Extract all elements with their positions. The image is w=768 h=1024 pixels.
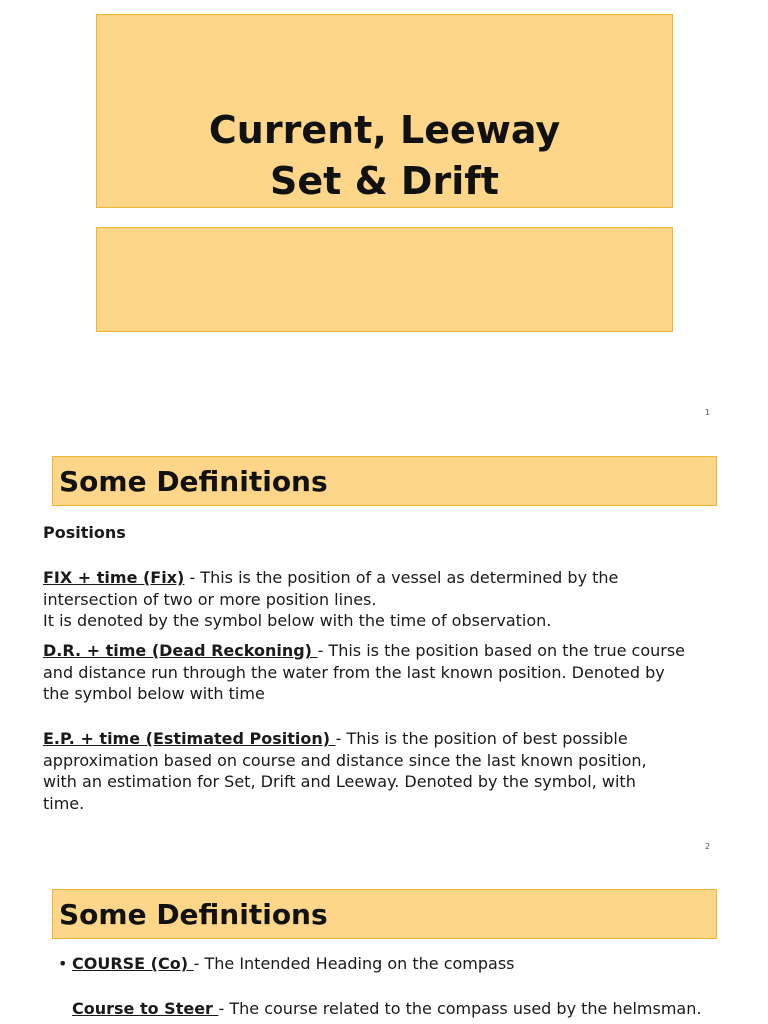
definition-text: - This is the position of a vessel as determined by the (184, 568, 619, 587)
slide-title (97, 105, 672, 207)
title-line-2: Set & Drift (270, 159, 499, 203)
definition-term: E.P. + time (Estimated Position) (43, 729, 336, 748)
definition-text: intersection of two or more position lines. (43, 589, 377, 609)
definition-text: - This is the position of best possible (335, 729, 628, 748)
slide-heading (52, 889, 717, 939)
definition-text: It is denoted by the symbol below with the time of observation. (43, 611, 552, 630)
definition-term: FIX + time (Fix) (43, 568, 185, 587)
slide-heading (52, 456, 717, 506)
slide-number: 1 (705, 408, 711, 417)
definition-course (58, 953, 748, 975)
definition-term: D.R. + time (Dead Reckoning) (43, 641, 318, 660)
title-box (96, 14, 673, 208)
definition-text: - This is the position based on the true course (317, 641, 686, 660)
definition-ep (43, 728, 733, 814)
section-label: Positions (43, 523, 126, 542)
definition-text: the symbol below with time (43, 684, 265, 703)
definition-dr (43, 640, 733, 705)
definition-text: with an estimation for Set, Drift and Leeway. Denoted by the symbol, with (43, 772, 636, 791)
definition-course-to-steer (72, 998, 762, 1020)
title-line-1: Current, Leeway (208, 108, 561, 152)
heading-text: Some Definitions (59, 465, 328, 498)
definition-text: - The Intended Heading on the compass (193, 954, 515, 973)
definition-text: and distance run through the water from the last known position. Denoted by (43, 662, 665, 682)
definition-fix (43, 567, 733, 632)
definition-text: - The course related to the compass used by the helmsman. (218, 999, 702, 1018)
subtitle-box (96, 227, 673, 332)
bullet-icon: • (58, 954, 68, 973)
definition-term: Course to Steer (72, 999, 219, 1018)
definition-text: approximation based on course and distance since the last known position, (43, 750, 647, 770)
slide-number: 2 (705, 842, 711, 851)
heading-text: Some Definitions (59, 898, 328, 931)
definition-term: COURSE (Co) (72, 954, 194, 973)
definition-text: time. (43, 793, 85, 813)
